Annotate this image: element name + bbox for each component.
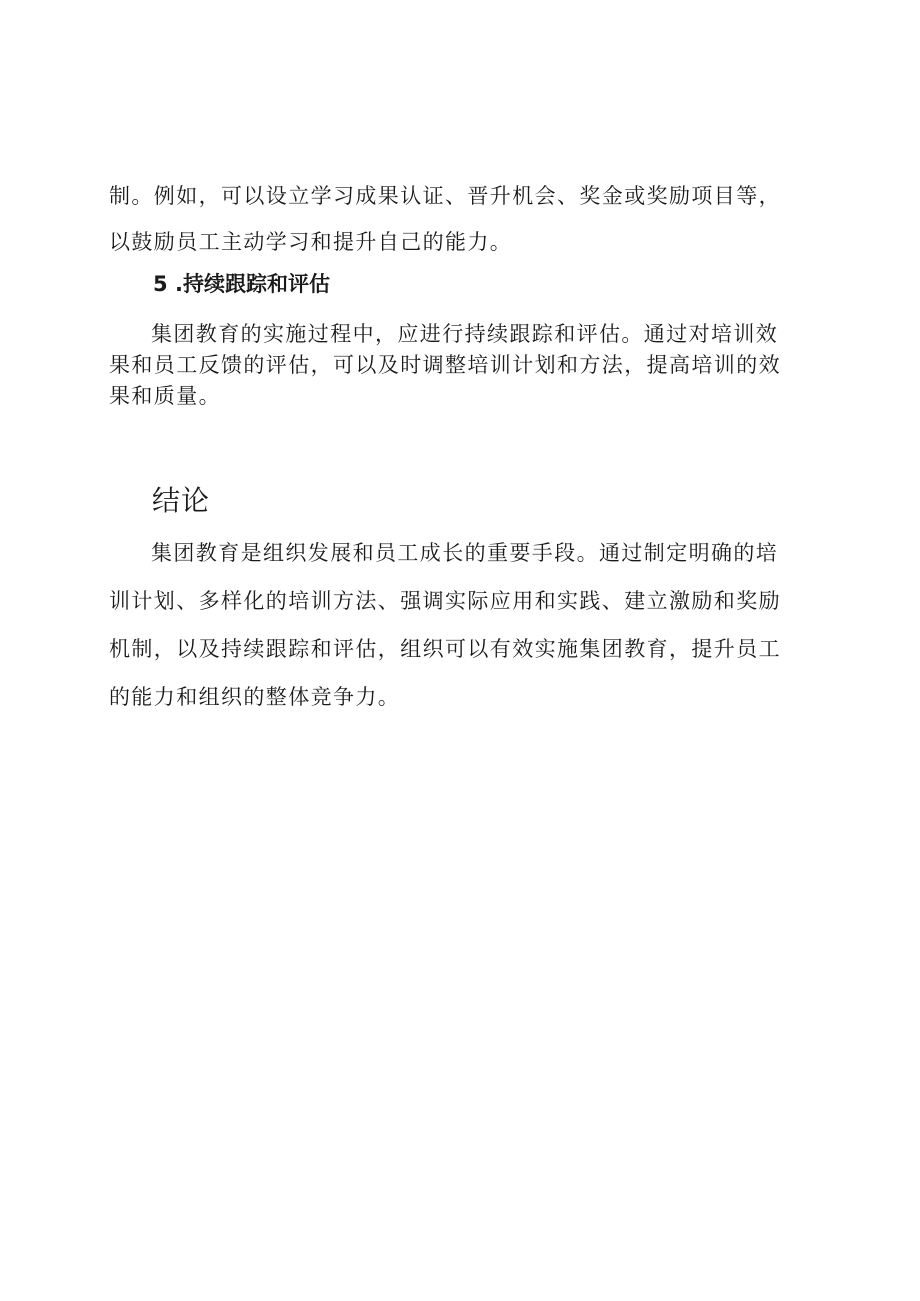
paragraph-line: 机制，以及持续跟踪和评估，组织可以有效实施集团教育，提升员工	[109, 637, 781, 661]
paragraph-line: 制。例如，可以设立学习成果认证、晋升机会、奖金或奖励项目等，	[109, 184, 781, 208]
paragraph-line: 集团教育是组织发展和员工成长的重要手段。通过制定明确的培	[151, 541, 779, 565]
paragraph-line: 集团教育的实施过程中，应进行持续跟踪和评估。通过对培训效	[151, 322, 779, 346]
section-title: .持续跟踪和评估	[175, 272, 330, 296]
conclusion-heading: 结论	[152, 484, 211, 517]
paragraph-line: 训计划、多样化的培训方法、强调实际应用和实践、建立激励和奖励	[109, 589, 781, 613]
paragraph-line: 果和员工反馈的评估，可以及时调整培训计划和方法，提高培训的效	[109, 353, 781, 377]
paragraph-line: 以鼓励员工主动学习和提升自己的能力。	[109, 230, 513, 254]
section-heading	[153, 268, 330, 300]
paragraph-line: 的能力和组织的整体竞争力。	[109, 685, 401, 709]
section-number: 5	[153, 272, 168, 296]
paragraph-line: 果和质量。	[109, 384, 221, 408]
